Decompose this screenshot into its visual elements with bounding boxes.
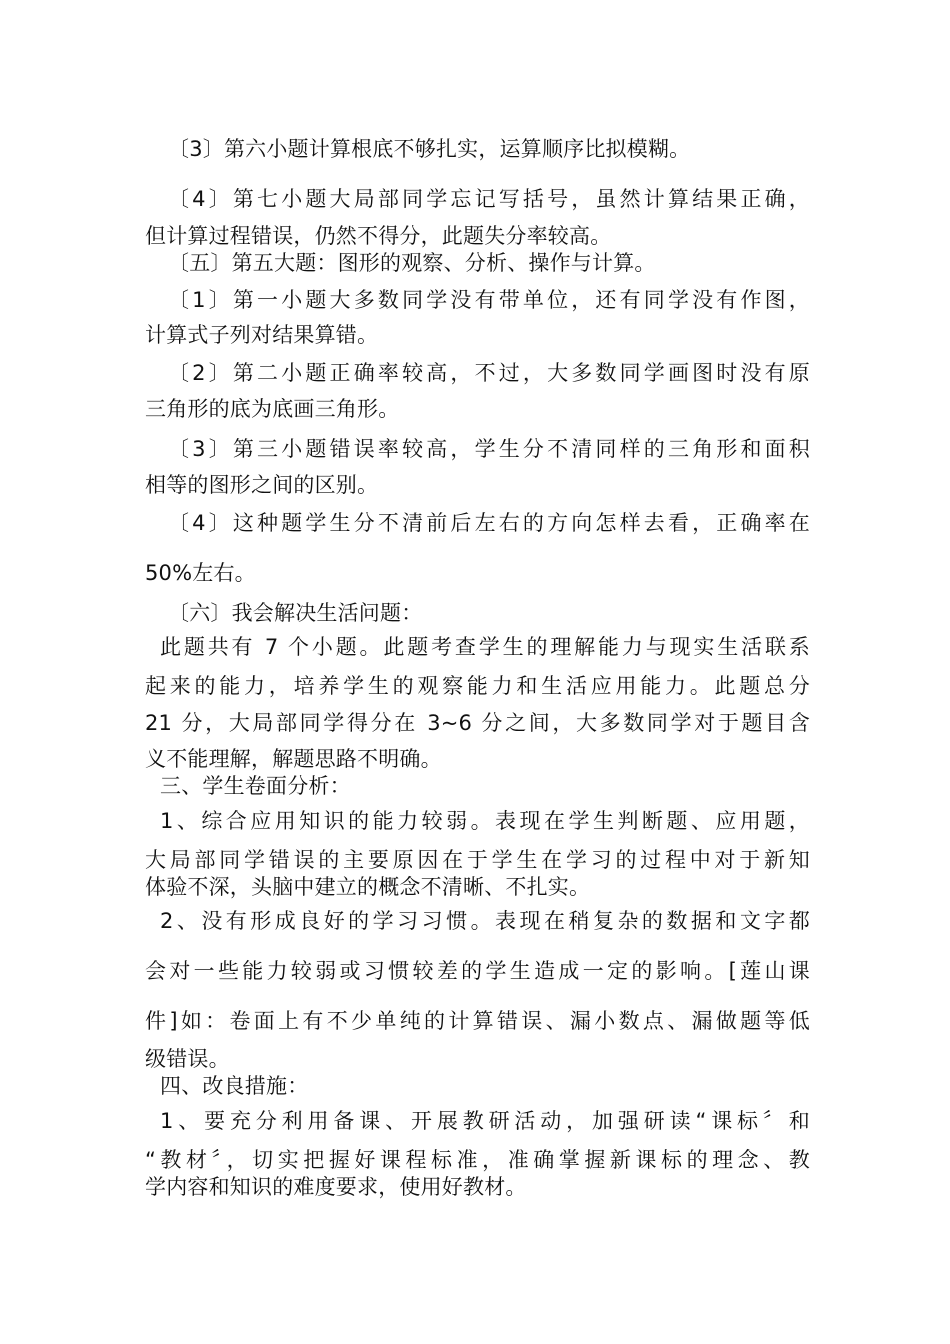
- text-line: 〔3〕第三小题错误率较高，学生分不清同样的三角形和面积: [168, 437, 810, 461]
- text-line: 此题共有 7 个小题。此题考查学生的理解能力与现实生活联系: [160, 635, 810, 659]
- text-line: 〔3〕第六小题计算根底不够扎实，运算顺序比拟模糊。: [168, 137, 691, 161]
- text-line: 2、没有形成良好的学习习惯。表现在稍复杂的数据和文字都: [160, 909, 810, 933]
- text-line: 〔2〕第二小题正确率较高，不过，大多数同学画图时没有原: [168, 361, 810, 385]
- text-line: 起来的能力，培养学生的观察能力和生活应用能力。此题总分: [145, 674, 810, 698]
- text-line: 三角形的底为底画三角形。: [145, 397, 400, 421]
- text-line: 相等的图形之间的区别。: [145, 473, 379, 497]
- section-heading: 三、学生卷面分析：: [160, 774, 351, 798]
- text-line: 1、综合应用知识的能力较弱。表现在学生判断题、应用题，: [160, 809, 810, 833]
- text-line: 级错误。: [145, 1047, 230, 1071]
- text-line: 1、要充分利用备课、开展教研活动，加强研读“课标〞和: [160, 1109, 810, 1133]
- section-heading: 〔五〕第五大题：图形的观察、分析、操作与计算。: [168, 251, 656, 275]
- text-line: “教材〞，切实把握好课程标准，准确掌握新课标的理念、教: [145, 1148, 810, 1172]
- text-line: 〔1〕第一小题大多数同学没有带单位，还有同学没有作图，: [168, 288, 810, 312]
- text-line: 21 分，大局部同学得分在 3~6 分之间，大多数同学对于题目含: [145, 711, 810, 735]
- text-line: 件]如：卷面上有不少单纯的计算错误、漏小数点、漏做题等低: [145, 1009, 810, 1033]
- section-heading: 〔六〕我会解决生活问题：: [168, 601, 423, 625]
- text-line: 计算式子列对结果算错。: [145, 323, 379, 347]
- section-heading: 四、改良措施：: [160, 1074, 309, 1098]
- text-line: 〔4〕第七小题大局部同学忘记写括号，虽然计算结果正确，: [168, 187, 810, 211]
- text-line: 会对一些能力较弱或习惯较差的学生造成一定的影响。[莲山课: [145, 959, 810, 983]
- text-line: 但计算过程错误，仍然不得分，此题失分率较高。: [145, 224, 612, 248]
- text-line: 50%左右。: [145, 561, 256, 585]
- text-line: 体验不深，头脑中建立的概念不清晰、不扎实。: [145, 875, 591, 899]
- text-line: 义不能理解，解题思路不明确。: [145, 747, 442, 771]
- text-line: 学内容和知识的难度要求，使用好教材。: [145, 1175, 527, 1199]
- text-line: 大局部同学错误的主要原因在于学生在学习的过程中对于新知: [145, 848, 810, 872]
- text-line: 〔4〕这种题学生分不清前后左右的方向怎样去看，正确率在: [168, 511, 810, 535]
